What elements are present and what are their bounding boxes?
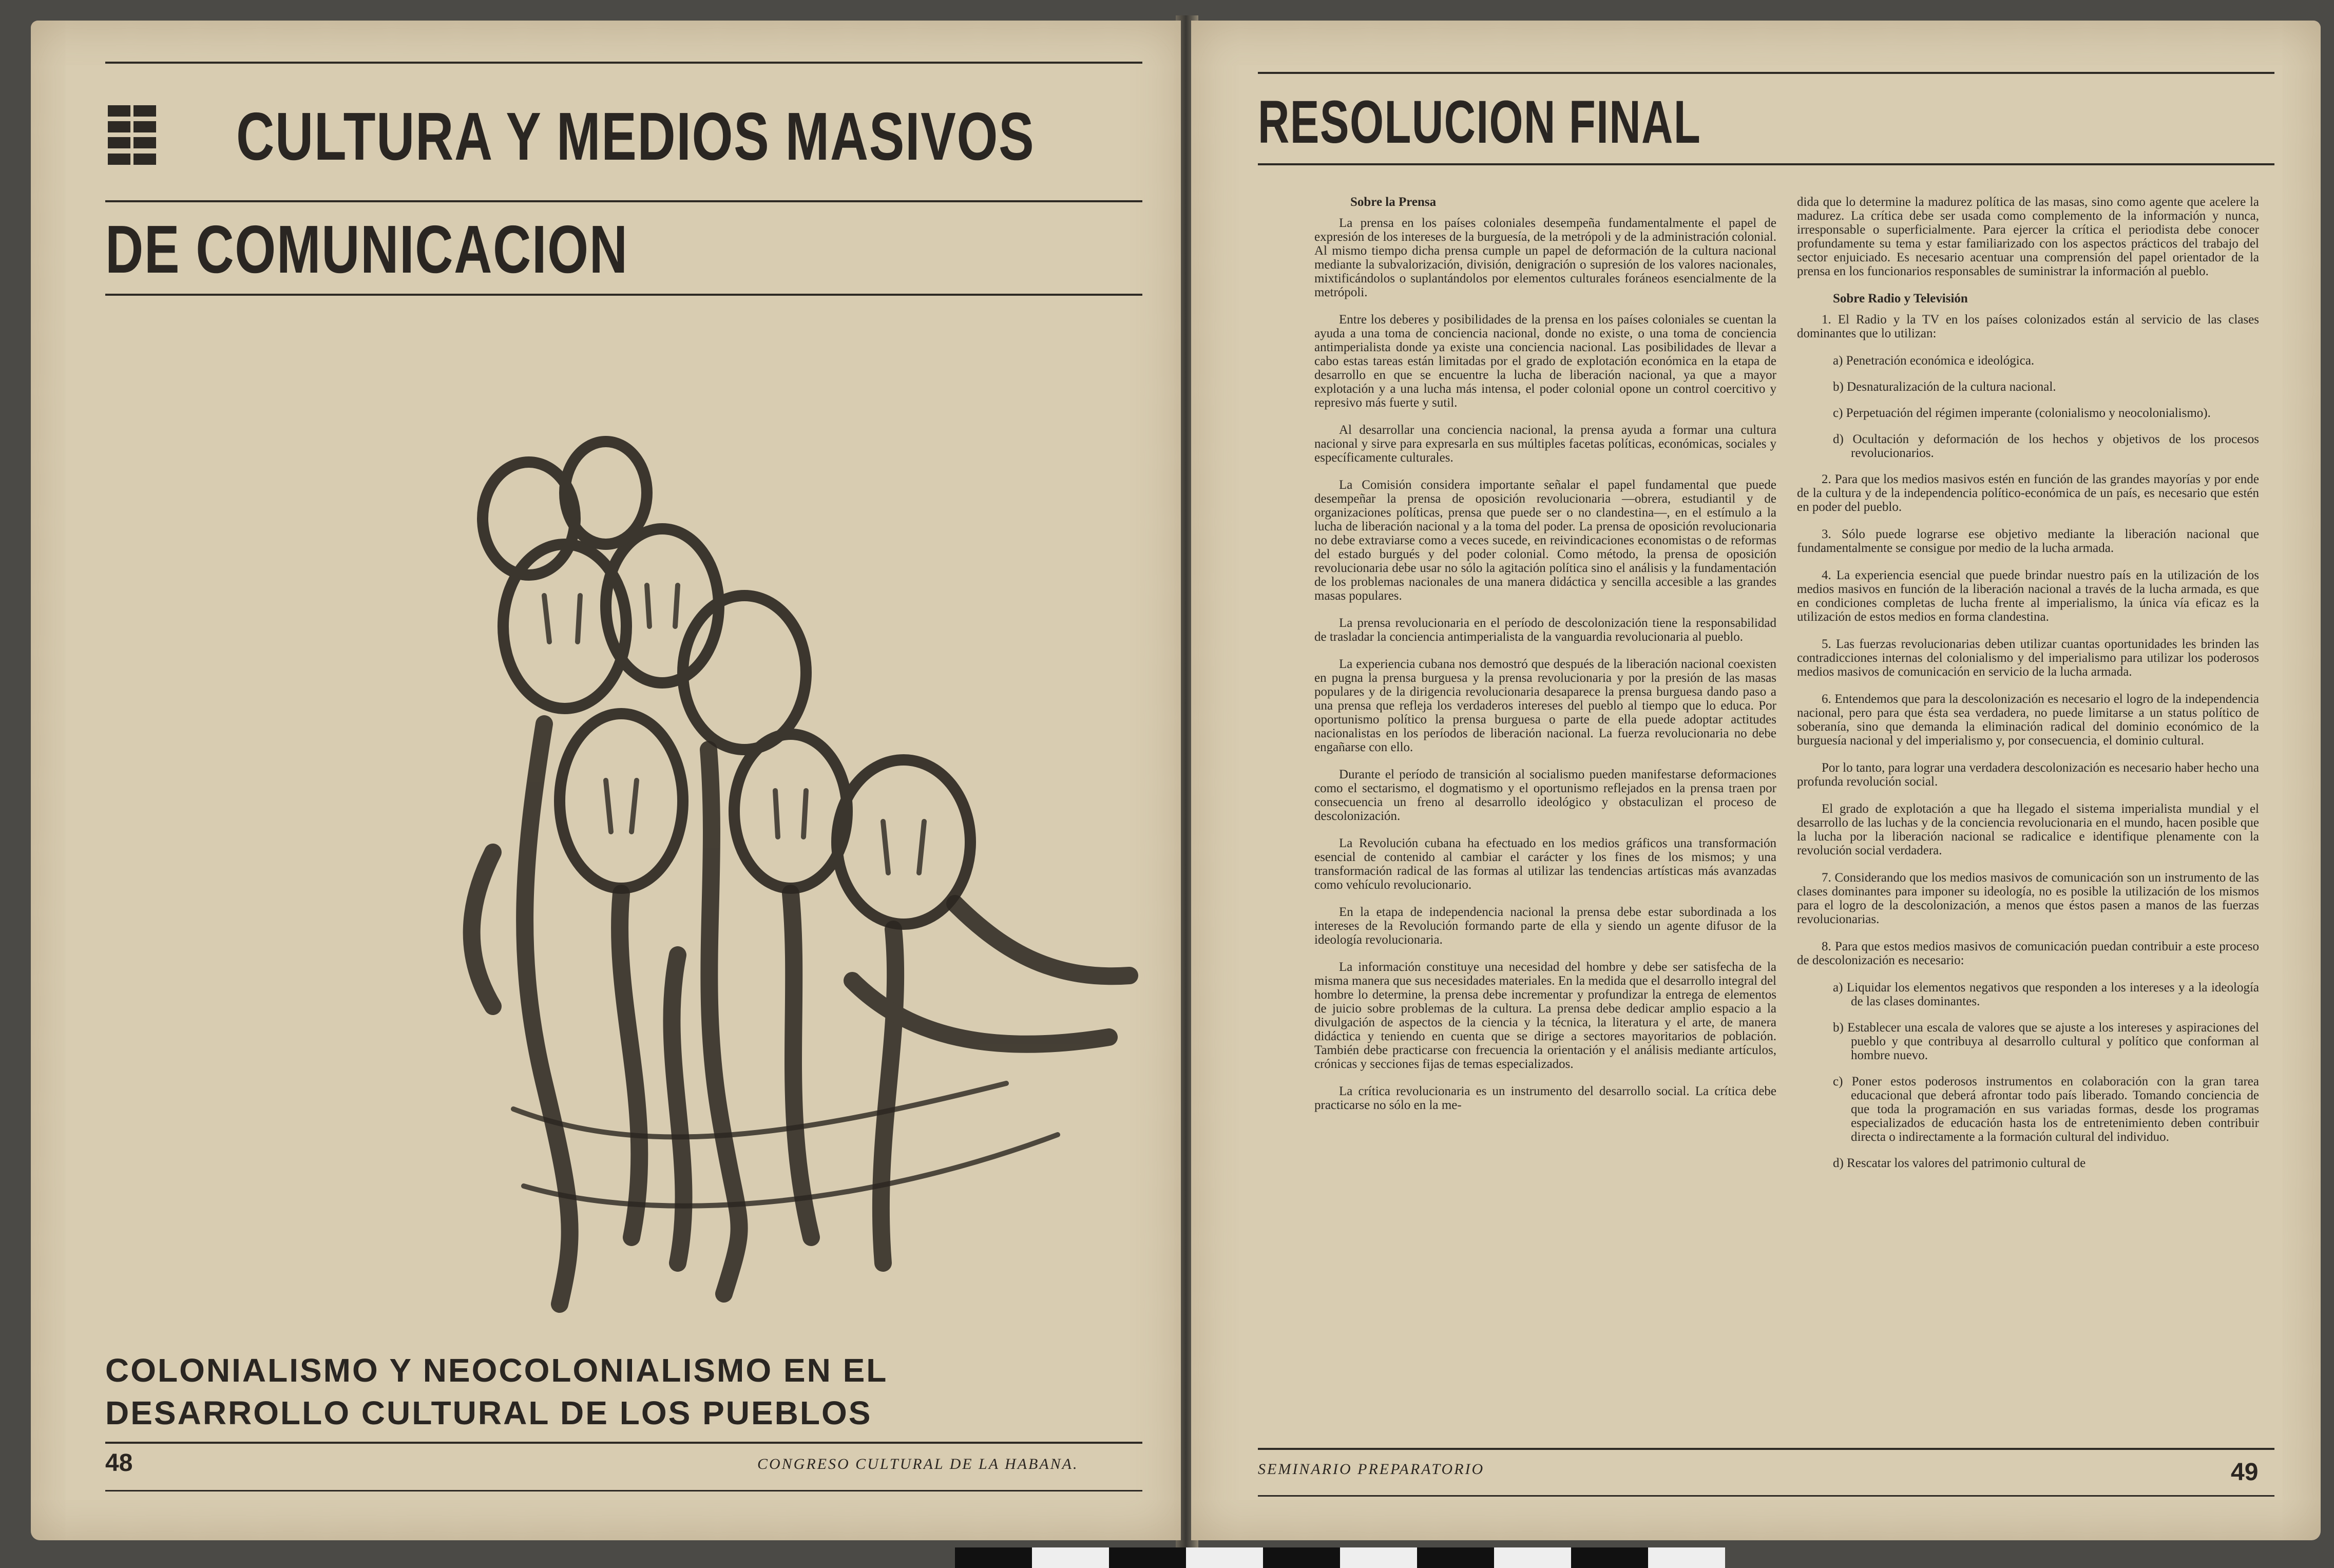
list-item: c) Poner estos poderosos instrumentos en colaboración con la gran tarea educacional que deberá afrontar todo país liberado. Tomando conciencia de que toda la programación en sus variadas formas, desde los programas especializados de educación hasta los de entretenimiento deben contribuir directa o indirectamente a la formación cultural del individuo.: [1833, 1075, 2259, 1144]
footer-bottom-rule-right: [1258, 1495, 2274, 1497]
paragraph: Durante el período de transición al socialismo pueden manifestarse deformaciones como el sectarismo, el dogmatismo y el oportunismo reflejados en la prensa traen por consecuencia un freno al desarrollo ideológico y obstaculizan el proceso de descolonización.: [1314, 768, 1776, 823]
top-rule: [105, 62, 1142, 64]
paragraph: En la etapa de independencia nacional la prensa debe estar subordinada a los intereses de la Revolución formando parte de ella y siendo un agente difusor de la ideología revolucionaria.: [1314, 905, 1776, 947]
footer-bottom-rule: [105, 1490, 1142, 1491]
paragraph: La experiencia cubana nos demostró que después de la liberación nacional coexisten en pugna la prensa burguesa y la prensa revolucionaria y por la presión de las masas populares y de la dirigencia revolucionaria desaparece la prensa burguesa dando paso a una prensa que refleja los verdaderos intereses del pueblo al tiempo que lo educa. Por oportunismo político la prensa burguesa o parte de ella puede adoptar actitudes nacionalistas en los períodos de liberación nacional. La fuerza revolucionaria no debe engañarse con ello.: [1314, 657, 1776, 754]
page-number-left: 48: [105, 1449, 133, 1477]
paragraph: El grado de explotación a que ha llegado el sistema imperialista mundial y el desarrollo de las luchas y de la conciencia revolucionaria en el mundo, hacen posible que la lucha por la liberación nacional se radicalice e identifique plenamente con la revolución social verdadera.: [1797, 802, 2259, 857]
paragraph: 3. Sólo puede lograrse ese objetivo mediante la liberación nacional que fundamentalmente se consigue por medio de la lucha armada.: [1797, 527, 2259, 555]
paragraph: 7. Considerando que los medios masivos de comunicación son un instrumento de las clases dominantes para imponer su ideología, no es posible la utilización de los mismos para el logro de la descolonización, a menos que éstos pasen a manos de las fuerzas revolucionarias.: [1797, 871, 2259, 926]
paragraph: La Revolución cubana ha efectuado en los medios gráficos una transformación esencial de contenido al cambiar el carácter y los fines de los mismos; y una transformación radical de las formas al utilizar las tendencias artísticas más avanzadas como vehículo revolucionario.: [1314, 836, 1776, 892]
paragraph: La prensa en los países coloniales desempeña fundamentalmente el papel de expresión de los intereses de la burguesía, de la metrópoli y de la administración colonial. Al mismo tiempo dicha prensa cumple un papel de deformación de la cultura nacional mediante la subvalorización, división, denigración o supresión de los valores nacionales, mixtificándolos o suplantándolos por elementos culturales foráneos esencialmente de la metrópoli.: [1314, 216, 1776, 299]
paragraph: Entre los deberes y posibilidades de la prensa en los países coloniales se cuentan la ayuda a una toma de conciencia nacional, donde no existe, o una toma de conciencia antimperialista donde ya existe una conciencia nacional. Las posibilidades de llevar a cabo estas tareas están limitadas por el grado de explotación económica en la etapa de desarrollo en que se encuentre la lucha de liberación nacional, ya que a mayor explotación y a una lucha más intensa, el poder colonial opone un control coercitivo y represivo más fuerte y sutil.: [1314, 313, 1776, 410]
text-column-2: [1797, 195, 2259, 1182]
ink-drawing-figures: [390, 390, 1150, 1340]
section-title-line2: DE COMUNICACION: [105, 212, 628, 287]
top-rule-right: [1258, 72, 2274, 74]
list-item: d) Ocultación y deformación de los hechos y objetivos de los procesos revolucionarios.: [1833, 432, 2259, 460]
caption-line1: COLONIALISMO Y NEOCOLONIALISMO EN EL: [105, 1352, 888, 1389]
paragraph: dida que lo determine la madurez política de las masas, sino como agente que acelere la madurez. La crítica debe ser usada como complemento de la información y nunca, irresponsable o superficialmente. Para ejercer la crítica el periodista debe conocer profundamente su tema y estar familiarizado con los aspectos prácticos del trabajo del sector enjuiciado. Es necesario acentuar una comprensión del papel orientador de la prensa en los funcionarios responsables de suministrar la información al pueblo.: [1797, 195, 2259, 278]
section-title-line1: CULTURA Y MEDIOS MASIVOS: [236, 99, 1035, 174]
paragraph: 2. Para que los medios masivos estén en función de las grandes mayorías y por ende de la cultura y de la independencia político-económica de un país, es necesario que estén en poder del pueblo.: [1797, 472, 2259, 514]
paragraph: 6. Entendemos que para la descolonización es necesario el logro de la independencia nacional, pero para que ésta sea verdadera, no puede limitarse a un status político de soberanía, sino que demanda la eliminación radical del dominio económico de la burguesía nacional y del imperialismo y, por consecuencia, el dominio cultural.: [1797, 692, 2259, 748]
footer-top-rule: [105, 1442, 1142, 1444]
paragraph: La Comisión considera importante señalar el papel fundamental que puede desempeñar la prensa de oposición revolucionaria —obrera, estudiantil y de organizaciones políticas, prensa que puede ser o no clandestina—, en el estímulo a la lucha de liberación nacional y a la toma del poder. La prensa de oposición revolucionaria no debe extraviarse como a veces sucede, en reivindicaciones economistas o de reformas del estado burgués y del poder colonial. Como método, la prensa de oposición revolucionaria debe usar no sólo la agitación política sino el análisis y la fundamentación de los problemas nacionales de una manera didáctica y sencilla accesible a las grandes masas populares.: [1314, 478, 1776, 603]
paragraph: La información constituye una necesidad del hombre y debe ser satisfecha de la misma manera que sus necesidades materiales. En la medida que el desarrollo integral del hombre lo determine, la prensa debe incrementar y profundizar la entrega de elementos de juicio sobre problemas de la cultura. La prensa debe dedicar amplio espacio a la divulgación de aspectos de la ciencia y la técnica, la literatura y el arte, de manera didáctica y teniendo en cuenta que se dirige a sectores mayoritarios de población. También debe practicarse con frecuencia la orientación y el análisis mediante artículos, crónicas y secciones fijas de temas especializados.: [1314, 960, 1776, 1071]
footer-left: CONGRESO CULTURAL DE LA HABANA.: [757, 1456, 1079, 1473]
right-page: [1191, 21, 2321, 1540]
caption-line2: DESARROLLO CULTURAL DE LOS PUEBLOS: [105, 1394, 872, 1431]
list-item: a) Penetración económica e ideológica.: [1833, 354, 2035, 368]
list-item: b) Desnaturalización de la cultura nacional.: [1833, 380, 2056, 394]
list-item: b) Establecer una escala de valores que se ajuste a los intereses y aspiraciones del pueblo y que contribuya al desarrollo cultural y político que conforman al hombre nuevo.: [1833, 1021, 2259, 1062]
title-bottom-rule-right: [1258, 163, 2274, 165]
list-item: c) Perpetuación del régimen imperante (colonialismo y neocolonialismo).: [1833, 406, 2211, 420]
paragraph: 8. Para que estos medios masivos de comunicación puedan contribuir a este proceso de descolonización es necesario:: [1797, 940, 2259, 967]
footer-right: SEMINARIO PREPARATORIO: [1258, 1461, 1485, 1478]
paragraph: Al desarrollar una conciencia nacional, la prensa ayuda a formar una cultura nacional y sirve para expresarla en sus múltiples facetas políticas, económicas, sociales y específicamente culturales.: [1314, 423, 1776, 465]
paragraph: 5. Las fuerzas revolucionarias deben utilizar cuantas oportunidades les brinden las contradicciones internas del colonialismo y del imperialismo para utilizar los poderosos medios masivos de comunicación en servicio de la lucha armada.: [1797, 637, 2259, 679]
left-page: [31, 21, 1181, 1540]
paragraph: La prensa revolucionaria en el período de descolonización tiene la responsabilidad de trasladar la conciencia antimperialista de la vanguardia revolucionaria al pueblo.: [1314, 616, 1776, 644]
text-column-1: [1314, 195, 1776, 1125]
paragraph: 1. El Radio y la TV en los países colonizados están al servicio de las clases dominantes que lo utilizan:: [1797, 313, 2259, 340]
footer-top-rule-right: [1258, 1448, 2274, 1450]
heading-prensa: Sobre la Prensa: [1350, 195, 1437, 209]
paragraph: 4. La experiencia esencial que puede brindar nuestro país en la utilización de los medios masivos en función de la liberación nacional a través de la lucha armada, es que en condiciones completas de lucha frente al imperialismo, la única vía eficaz es la utilización de estos medios en forma clandestina.: [1797, 568, 2259, 624]
paragraph: Por lo tanto, para lograr una verdadera descolonización es necesario haber hecho una profunda revolución social.: [1797, 761, 2259, 789]
section-logo-icon: [108, 105, 156, 165]
list-item: a) Liquidar los elementos negativos que responden a los intereses y a la ideología de las clases dominantes.: [1833, 981, 2259, 1008]
heading-radio-tv: Sobre Radio y Televisión: [1833, 292, 1968, 305]
title-bottom-rule: [105, 294, 1142, 296]
paragraph: La crítica revolucionaria es un instrumento del desarrollo social. La crítica debe practicarse no sólo en la me-: [1314, 1084, 1776, 1112]
page-number-right: 49: [2231, 1459, 2259, 1486]
list-item: d) Rescatar los valores del patrimonio cultural de: [1833, 1156, 2086, 1170]
resolution-title: RESOLUCION FINAL: [1258, 88, 1701, 156]
scale-ruler: [955, 1547, 1725, 1568]
mid-rule: [105, 200, 1142, 202]
